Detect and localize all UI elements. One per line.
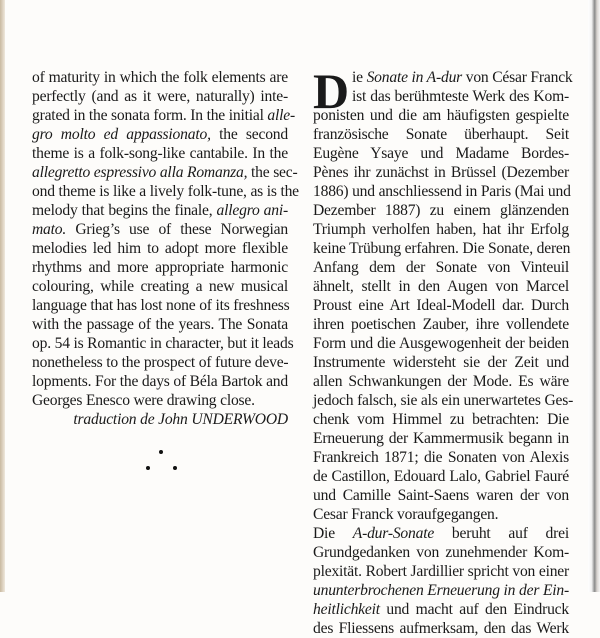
text-segment: jedoch falsch, sie als ein unerwartetes Ges- (313, 392, 574, 409)
text-line (32, 334, 294, 353)
text-line (313, 68, 573, 87)
text-segment: Pènes ihr zunächst in Brüssel (Dezember (313, 164, 569, 181)
italic-text: alle- (267, 107, 295, 124)
text-segment: ähnelt, stellt in den Augen von Marcel (313, 278, 569, 295)
text-segment: melodies led him to adopt more flexible (32, 240, 288, 257)
text-segment: language that has lost none of its freshness (32, 297, 290, 314)
text-line (313, 505, 569, 524)
text-segment: Grundgedanken von zunehmender Kom- (313, 544, 569, 561)
text-segment: Cesar Franck voraufgegangen. (313, 506, 499, 523)
text-line (313, 106, 569, 125)
text-line (313, 163, 569, 182)
text-line (32, 353, 288, 372)
text-segment: keine Trübung erfahren. Die Sonate, deren (313, 240, 571, 257)
ornament-dot (159, 450, 163, 454)
italic-text: mato. (32, 221, 67, 238)
text-segment: ond theme is like a lively folk-tune, as is the (32, 183, 299, 200)
italic-text: heitlichkeit (313, 601, 380, 618)
english-text-column (32, 68, 299, 429)
text-segment: Grieg’s use of these Norwegian (66, 221, 288, 238)
translator-credit: traduction de John UNDERWOOD (73, 411, 288, 428)
text-segment: Anfang dem der Sonate von Vinteuil (313, 259, 569, 276)
text-segment: with the passage of the years. The Sonata (32, 316, 288, 333)
text-line (313, 353, 569, 372)
text-segment: Frankreich 1871; die Sonaten von Alexis (313, 449, 569, 466)
ornament-dot (146, 466, 150, 470)
text-line (32, 296, 288, 315)
text-line (313, 467, 569, 486)
text-line (313, 486, 569, 505)
text-line (32, 163, 298, 182)
drop-cap: D (313, 63, 349, 119)
text-segment: de Castillon, Edouard Lalo, Gabriel Fauré (313, 468, 569, 485)
italic-text: Sonate in A-dur (366, 69, 463, 86)
ornament-dots-icon (145, 450, 185, 480)
text-segment: 1886) und anschliessend in Paris (Mai und (313, 183, 571, 200)
text-line (32, 372, 288, 391)
ornament-dot (173, 466, 177, 470)
text-line (313, 334, 569, 353)
text-line (313, 87, 569, 106)
italic-text: allegro ani- (216, 202, 288, 219)
text-line (32, 201, 288, 220)
text-line (313, 144, 569, 163)
text-segment: melody that begins the finale, (32, 202, 217, 219)
text-line (313, 372, 569, 391)
text-line (32, 68, 288, 87)
text-segment: von César Franck (462, 69, 573, 86)
text-segment: ponisten und die am häufigsten gespielte (313, 107, 569, 124)
text-line (32, 87, 288, 106)
text-line (313, 524, 569, 543)
text-line (32, 239, 288, 258)
text-line (32, 125, 288, 144)
text-line (32, 182, 299, 201)
text-line (313, 258, 569, 277)
text-line (313, 429, 569, 448)
text-segment: rhythms and more appropriate harmonic (32, 259, 288, 276)
text-line (313, 562, 569, 581)
text-line (313, 448, 569, 467)
text-line (32, 220, 288, 239)
text-segment: des Fliessens aufmerksam, den das Werk (313, 620, 569, 637)
text-line (313, 239, 569, 258)
text-line (313, 201, 569, 220)
text-segment: Georges Enesco were drawing close. (32, 392, 255, 409)
text-line (32, 258, 288, 277)
text-segment: plexität. Robert Jardillier spricht von einer (313, 563, 570, 580)
text-segment: allen Schwankungen der Mode. Es wäre (313, 373, 569, 390)
text-segment: the sec- (247, 164, 298, 181)
text-line (313, 296, 569, 315)
text-line (32, 315, 288, 334)
text-segment: Instrumente widersteht sie der Zeit und (313, 354, 569, 371)
text-segment: Eugène Ysaye und Madame Bordes- (313, 145, 569, 162)
text-segment: und macht auf den Eindruck (379, 601, 569, 618)
text-line (32, 391, 288, 410)
text-line (313, 125, 569, 144)
italic-text: allegretto espressivo alla Romanza, (32, 164, 248, 181)
text-segment: Die (313, 525, 353, 542)
text-line (313, 391, 574, 410)
text-line (32, 277, 288, 296)
text-segment: beruht auf drei (434, 525, 569, 542)
text-segment: op. 54 is Romantic in character, but it leads (32, 335, 294, 352)
text-segment: colouring, while creating a new musical (32, 278, 288, 295)
text-segment: the second (210, 126, 288, 143)
text-line (313, 182, 569, 201)
text-line (313, 600, 569, 619)
page-edge-left (0, 0, 5, 592)
text-segment: und Camille Saint-Saens waren der von (313, 487, 569, 504)
text-segment: ihren poetischen Zauber, ihre vollendete (313, 316, 569, 333)
text-segment: of maturity in which the folk elements are (32, 69, 288, 86)
text-segment: Proust eine Art Ideal-Modell dar. Durch (313, 297, 569, 314)
text-segment: ist das berühmteste Werk des Kom- (352, 88, 569, 105)
text-segment: grated in the sonata form. In the initial (32, 107, 268, 124)
text-line (32, 106, 295, 125)
text-segment: perfectly (and as it were, naturally) inte- (32, 88, 288, 105)
text-line (313, 581, 569, 600)
text-segment: lopments. For the days of Béla Bartok and (32, 373, 288, 390)
text-line (313, 277, 569, 296)
text-segment: französische Sonate überhaupt. Seit (313, 126, 569, 143)
italic-text: gro molto ed appassionato, (32, 126, 211, 143)
page-edge-right (588, 0, 600, 592)
text-segment: ie (352, 69, 367, 86)
text-line (313, 315, 569, 334)
text-line (313, 220, 569, 239)
text-line (313, 619, 569, 638)
text-segment: Dezember 1887) zu einem glänzenden (313, 202, 569, 219)
text-segment: theme is a folk-song-like cantabile. In the (32, 145, 288, 162)
german-text-column (313, 63, 574, 638)
italic-text: A-dur-Sonate (352, 525, 435, 542)
italic-text: ununterbrochenen Erneuerung in der Ein- (313, 582, 569, 599)
text-segment: Form und die Ausgewogenheit der beiden (313, 335, 569, 352)
text-line (313, 410, 569, 429)
text-line (313, 543, 569, 562)
text-segment: Triumph verholfen haben, hat ihr Erfolg (313, 221, 569, 238)
text-segment: chenk vom Himmel zu betrachten: Die (313, 411, 569, 428)
text-line (32, 144, 288, 163)
text-segment: nonetheless to the prospect of future deve- (32, 354, 289, 371)
text-segment: Erneuerung der Kammermusik begann in (313, 430, 569, 447)
